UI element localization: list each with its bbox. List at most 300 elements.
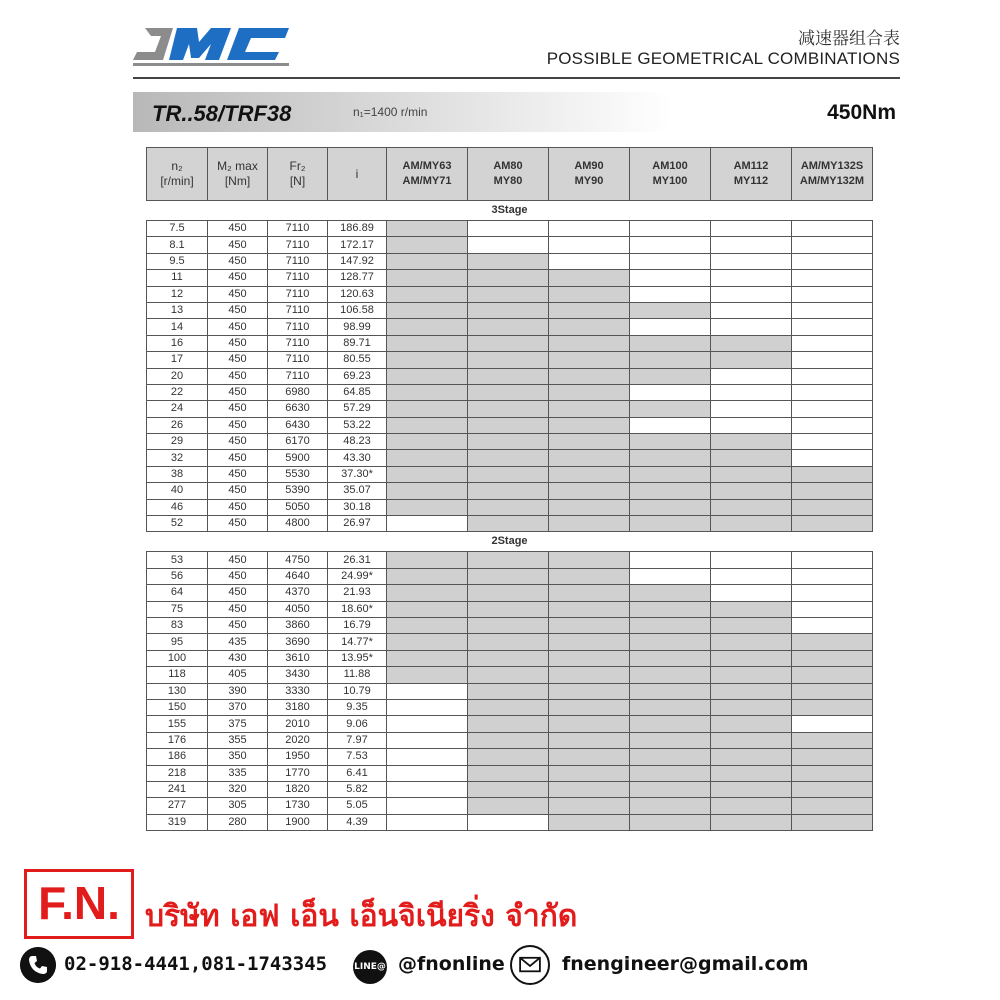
cell-fr2: 1770	[268, 765, 328, 781]
combination-cell	[711, 667, 792, 683]
combination-cell	[711, 634, 792, 650]
cell-m2max: 450	[208, 237, 268, 253]
combination-cell	[387, 732, 468, 748]
cell-n2: 130	[147, 683, 208, 699]
cell-ratio: 64.85	[328, 384, 387, 400]
cell-n2: 277	[147, 798, 208, 814]
combination-cell	[468, 617, 549, 633]
combination-cell	[630, 585, 711, 601]
cell-ratio: 16.79	[328, 617, 387, 633]
cell-ratio: 37.30*	[328, 466, 387, 482]
combination-cell	[792, 601, 873, 617]
combination-cell	[468, 483, 549, 499]
combination-cell	[792, 814, 873, 830]
combination-cell	[711, 552, 792, 568]
combination-cell	[468, 634, 549, 650]
combination-cell	[630, 667, 711, 683]
combination-cell	[468, 352, 549, 368]
combination-cell	[549, 585, 630, 601]
combination-cell	[711, 237, 792, 253]
cell-ratio: 30.18	[328, 499, 387, 515]
combination-table	[146, 147, 873, 831]
cell-m2max: 450	[208, 434, 268, 450]
combination-cell	[549, 401, 630, 417]
table-body	[147, 201, 873, 831]
cell-fr2: 7110	[268, 352, 328, 368]
combination-cell	[387, 552, 468, 568]
combination-cell	[792, 450, 873, 466]
cell-ratio: 13.95*	[328, 650, 387, 666]
combination-cell	[792, 516, 873, 532]
combination-cell	[711, 417, 792, 433]
combination-cell	[711, 683, 792, 699]
combination-cell	[387, 601, 468, 617]
combination-cell	[792, 466, 873, 482]
table-row	[147, 732, 873, 748]
combination-cell	[549, 319, 630, 335]
combination-cell	[711, 352, 792, 368]
cell-fr2: 6980	[268, 384, 328, 400]
cell-fr2: 1950	[268, 749, 328, 765]
table-row	[147, 765, 873, 781]
combination-cell	[468, 516, 549, 532]
combination-cell	[549, 650, 630, 666]
cell-ratio: 48.23	[328, 434, 387, 450]
title-english: POSSIBLE GEOMETRICAL COMBINATIONS	[546, 49, 900, 68]
combination-cell	[468, 302, 549, 318]
cell-n2: 56	[147, 568, 208, 584]
cell-m2max: 450	[208, 286, 268, 302]
combination-cell	[792, 499, 873, 515]
cell-ratio: 186.89	[328, 221, 387, 237]
cell-ratio: 5.82	[328, 781, 387, 797]
combination-cell	[549, 683, 630, 699]
table-row	[147, 368, 873, 384]
combination-cell	[549, 417, 630, 433]
cell-fr2: 7110	[268, 286, 328, 302]
combination-cell	[630, 765, 711, 781]
table-row	[147, 450, 873, 466]
combination-cell	[549, 270, 630, 286]
table-row	[147, 781, 873, 797]
combination-cell	[387, 585, 468, 601]
combination-cell	[630, 716, 711, 732]
combination-cell	[468, 781, 549, 797]
combination-cell	[387, 765, 468, 781]
combination-cell	[711, 499, 792, 515]
combination-cell	[549, 749, 630, 765]
combination-cell	[630, 401, 711, 417]
cell-m2max: 370	[208, 699, 268, 715]
table-row	[147, 798, 873, 814]
combination-cell	[792, 617, 873, 633]
cell-ratio: 128.77	[328, 270, 387, 286]
combination-cell	[792, 237, 873, 253]
cell-ratio: 4.39	[328, 814, 387, 830]
combination-cell	[630, 568, 711, 584]
header-motor-63-71: AM/MY63 AM/MY71	[387, 148, 468, 201]
cell-n2: 13	[147, 302, 208, 318]
combination-cell	[792, 417, 873, 433]
combination-cell	[549, 434, 630, 450]
table-row	[147, 552, 873, 568]
cell-m2max: 430	[208, 650, 268, 666]
combination-cell	[549, 699, 630, 715]
combination-cell	[468, 286, 549, 302]
cell-m2max: 320	[208, 781, 268, 797]
header-m2max: M₂ max [Nm]	[208, 148, 268, 201]
combination-cell	[711, 302, 792, 318]
cell-m2max: 450	[208, 319, 268, 335]
cell-n2: 95	[147, 634, 208, 650]
combination-cell	[630, 749, 711, 765]
combination-cell	[387, 798, 468, 814]
combination-cell	[468, 368, 549, 384]
combination-cell	[549, 302, 630, 318]
header-motor-112: AM112 MY112	[711, 148, 792, 201]
combination-cell	[792, 483, 873, 499]
combination-cell	[549, 798, 630, 814]
combination-cell	[387, 466, 468, 482]
combination-cell	[549, 352, 630, 368]
combination-cell	[792, 765, 873, 781]
combination-cell	[711, 601, 792, 617]
combination-cell	[468, 716, 549, 732]
combination-cell	[630, 450, 711, 466]
cell-n2: 32	[147, 450, 208, 466]
combination-cell	[468, 253, 549, 269]
table-row	[147, 384, 873, 400]
combination-cell	[630, 368, 711, 384]
combination-cell	[549, 368, 630, 384]
combination-cell	[468, 585, 549, 601]
combination-cell	[549, 814, 630, 830]
combination-cell	[711, 798, 792, 814]
combination-cell	[468, 450, 549, 466]
combination-cell	[630, 302, 711, 318]
line-icon: LINE@	[353, 950, 387, 984]
combination-cell	[711, 749, 792, 765]
cell-n2: 155	[147, 716, 208, 732]
table-row	[147, 617, 873, 633]
combination-cell	[630, 270, 711, 286]
combination-cell	[387, 319, 468, 335]
combination-cell	[549, 516, 630, 532]
line-id[interactable]: @fnonline	[398, 953, 505, 975]
cell-fr2: 7110	[268, 221, 328, 237]
stage-label: 3Stage	[147, 201, 873, 221]
combination-cell	[387, 749, 468, 765]
cell-fr2: 3330	[268, 683, 328, 699]
cell-fr2: 3860	[268, 617, 328, 633]
cell-m2max: 450	[208, 466, 268, 482]
combination-cell	[711, 781, 792, 797]
combination-cell	[630, 814, 711, 830]
cell-m2max: 390	[208, 683, 268, 699]
combination-cell	[630, 699, 711, 715]
combination-cell	[549, 552, 630, 568]
combination-cell	[387, 814, 468, 830]
cell-fr2: 6430	[268, 417, 328, 433]
combination-cell	[387, 499, 468, 515]
combination-cell	[792, 585, 873, 601]
combination-cell	[711, 466, 792, 482]
combination-cell	[387, 434, 468, 450]
combination-cell	[387, 352, 468, 368]
combination-cell	[711, 716, 792, 732]
combination-cell	[792, 302, 873, 318]
cell-n2: 24	[147, 401, 208, 417]
table-row	[147, 434, 873, 450]
combination-cell	[468, 650, 549, 666]
combination-cell	[549, 781, 630, 797]
cell-m2max: 450	[208, 516, 268, 532]
cell-ratio: 9.35	[328, 699, 387, 715]
combination-cell	[387, 516, 468, 532]
cell-n2: 118	[147, 667, 208, 683]
cell-n2: 22	[147, 384, 208, 400]
model-name: TR..58/TRF38	[152, 101, 292, 126]
combination-cell	[468, 732, 549, 748]
cell-ratio: 26.97	[328, 516, 387, 532]
table-row	[147, 667, 873, 683]
table-row	[147, 716, 873, 732]
combination-cell	[468, 568, 549, 584]
email-address[interactable]: fnengineer@gmail.com	[562, 953, 809, 975]
table-row	[147, 499, 873, 515]
header-ratio: i	[328, 148, 387, 201]
combination-cell	[387, 450, 468, 466]
cell-fr2: 2020	[268, 732, 328, 748]
cell-fr2: 1820	[268, 781, 328, 797]
mail-icon	[510, 945, 550, 985]
combination-cell	[792, 335, 873, 351]
combination-cell	[711, 286, 792, 302]
combination-cell	[549, 384, 630, 400]
cell-fr2: 4050	[268, 601, 328, 617]
combination-cell	[792, 650, 873, 666]
cell-ratio: 172.17	[328, 237, 387, 253]
combination-cell	[468, 335, 549, 351]
combination-cell	[630, 617, 711, 633]
cell-ratio: 43.30	[328, 450, 387, 466]
cell-m2max: 450	[208, 253, 268, 269]
cell-n2: 241	[147, 781, 208, 797]
combination-cell	[549, 765, 630, 781]
cell-ratio: 10.79	[328, 683, 387, 699]
combination-cell	[630, 237, 711, 253]
stage-row	[147, 532, 873, 552]
combination-cell	[549, 450, 630, 466]
phone-numbers[interactable]: 02-918-4441,081-1743345	[64, 953, 328, 975]
cell-ratio: 98.99	[328, 319, 387, 335]
combination-cell	[711, 650, 792, 666]
combination-cell	[711, 568, 792, 584]
combination-cell	[468, 434, 549, 450]
combination-cell	[549, 221, 630, 237]
cell-ratio: 147.92	[328, 253, 387, 269]
cell-m2max: 450	[208, 221, 268, 237]
cell-n2: 100	[147, 650, 208, 666]
combination-cell	[549, 499, 630, 515]
combination-cell	[630, 516, 711, 532]
cell-fr2: 3430	[268, 667, 328, 683]
combination-cell	[630, 499, 711, 515]
combination-cell	[549, 667, 630, 683]
header-motor-132: AM/MY132S AM/MY132M	[792, 148, 873, 201]
cell-fr2: 7110	[268, 335, 328, 351]
cell-ratio: 106.58	[328, 302, 387, 318]
cell-fr2: 4800	[268, 516, 328, 532]
combination-cell	[630, 319, 711, 335]
header-divider	[133, 77, 900, 79]
combination-cell	[711, 319, 792, 335]
combination-cell	[468, 384, 549, 400]
combination-cell	[468, 749, 549, 765]
combination-cell	[468, 466, 549, 482]
cell-ratio: 26.31	[328, 552, 387, 568]
table-row	[147, 237, 873, 253]
jmc-logo	[133, 24, 293, 68]
combination-cell	[549, 335, 630, 351]
combination-cell	[711, 270, 792, 286]
combination-cell	[387, 634, 468, 650]
combination-cell	[792, 781, 873, 797]
combination-cell	[711, 483, 792, 499]
combination-cell	[792, 434, 873, 450]
cell-m2max: 450	[208, 552, 268, 568]
combination-cell	[387, 716, 468, 732]
table-row	[147, 466, 873, 482]
combination-cell	[549, 601, 630, 617]
combination-cell	[549, 617, 630, 633]
header-motor-80: AM80 MY80	[468, 148, 549, 201]
cell-m2max: 335	[208, 765, 268, 781]
cell-fr2: 1730	[268, 798, 328, 814]
combination-cell	[387, 368, 468, 384]
combination-cell	[711, 617, 792, 633]
cell-n2: 16	[147, 335, 208, 351]
cell-m2max: 450	[208, 270, 268, 286]
combination-cell	[468, 683, 549, 699]
combination-cell	[549, 483, 630, 499]
combination-cell	[468, 552, 549, 568]
cell-m2max: 280	[208, 814, 268, 830]
combination-cell	[387, 483, 468, 499]
table-row	[147, 568, 873, 584]
cell-n2: 26	[147, 417, 208, 433]
cell-n2: 176	[147, 732, 208, 748]
cell-ratio: 89.71	[328, 335, 387, 351]
combination-cell	[630, 483, 711, 499]
combination-cell	[468, 417, 549, 433]
combination-cell	[711, 450, 792, 466]
cell-fr2: 5900	[268, 450, 328, 466]
combination-cell	[468, 319, 549, 335]
combination-cell	[468, 814, 549, 830]
combination-cell	[387, 286, 468, 302]
cell-m2max: 450	[208, 401, 268, 417]
cell-ratio: 57.29	[328, 401, 387, 417]
combination-cell	[549, 253, 630, 269]
combination-cell	[549, 634, 630, 650]
cell-n2: 8.1	[147, 237, 208, 253]
combination-cell	[549, 237, 630, 253]
cell-fr2: 6170	[268, 434, 328, 450]
combination-cell	[630, 781, 711, 797]
combination-cell	[387, 221, 468, 237]
combination-cell	[387, 667, 468, 683]
cell-n2: 17	[147, 352, 208, 368]
combination-cell	[387, 568, 468, 584]
cell-ratio: 69.23	[328, 368, 387, 384]
phone-icon	[20, 947, 56, 983]
combination-cell	[387, 417, 468, 433]
cell-m2max: 305	[208, 798, 268, 814]
combination-cell	[549, 732, 630, 748]
combination-cell	[387, 384, 468, 400]
cell-m2max: 450	[208, 335, 268, 351]
combination-cell	[387, 237, 468, 253]
combination-cell	[468, 401, 549, 417]
combination-cell	[468, 798, 549, 814]
cell-m2max: 350	[208, 749, 268, 765]
table-row	[147, 221, 873, 237]
cell-ratio: 6.41	[328, 765, 387, 781]
cell-m2max: 450	[208, 499, 268, 515]
combination-cell	[630, 466, 711, 482]
cell-m2max: 450	[208, 368, 268, 384]
cell-ratio: 9.06	[328, 716, 387, 732]
cell-ratio: 14.77*	[328, 634, 387, 650]
cell-fr2: 7110	[268, 319, 328, 335]
cell-fr2: 7110	[268, 237, 328, 253]
combination-cell	[711, 765, 792, 781]
table-row	[147, 253, 873, 269]
combination-cell	[792, 749, 873, 765]
combination-cell	[792, 552, 873, 568]
contact-bar	[20, 943, 840, 989]
combination-cell	[387, 401, 468, 417]
cell-n2: 83	[147, 617, 208, 633]
company-name: บริษัท เอฟ เอ็น เอ็นจิเนียริ่ง จำกัด	[145, 899, 578, 934]
header-n2: n₂ [r/min]	[147, 148, 208, 201]
stage-row	[147, 201, 873, 221]
combination-cell	[468, 237, 549, 253]
combination-cell	[468, 499, 549, 515]
table-row	[147, 270, 873, 286]
cell-n2: 12	[147, 286, 208, 302]
combination-cell	[630, 335, 711, 351]
cell-ratio: 21.93	[328, 585, 387, 601]
combination-cell	[387, 270, 468, 286]
combination-cell	[711, 585, 792, 601]
combination-cell	[630, 732, 711, 748]
combination-cell	[549, 716, 630, 732]
combination-cell	[711, 516, 792, 532]
combination-cell	[711, 814, 792, 830]
combination-cell	[387, 683, 468, 699]
table-row	[147, 585, 873, 601]
cell-m2max: 355	[208, 732, 268, 748]
combination-cell	[630, 417, 711, 433]
cell-n2: 40	[147, 483, 208, 499]
combination-cell	[630, 634, 711, 650]
combination-cell	[711, 732, 792, 748]
cell-m2max: 450	[208, 601, 268, 617]
combination-cell	[387, 699, 468, 715]
cell-m2max: 450	[208, 568, 268, 584]
